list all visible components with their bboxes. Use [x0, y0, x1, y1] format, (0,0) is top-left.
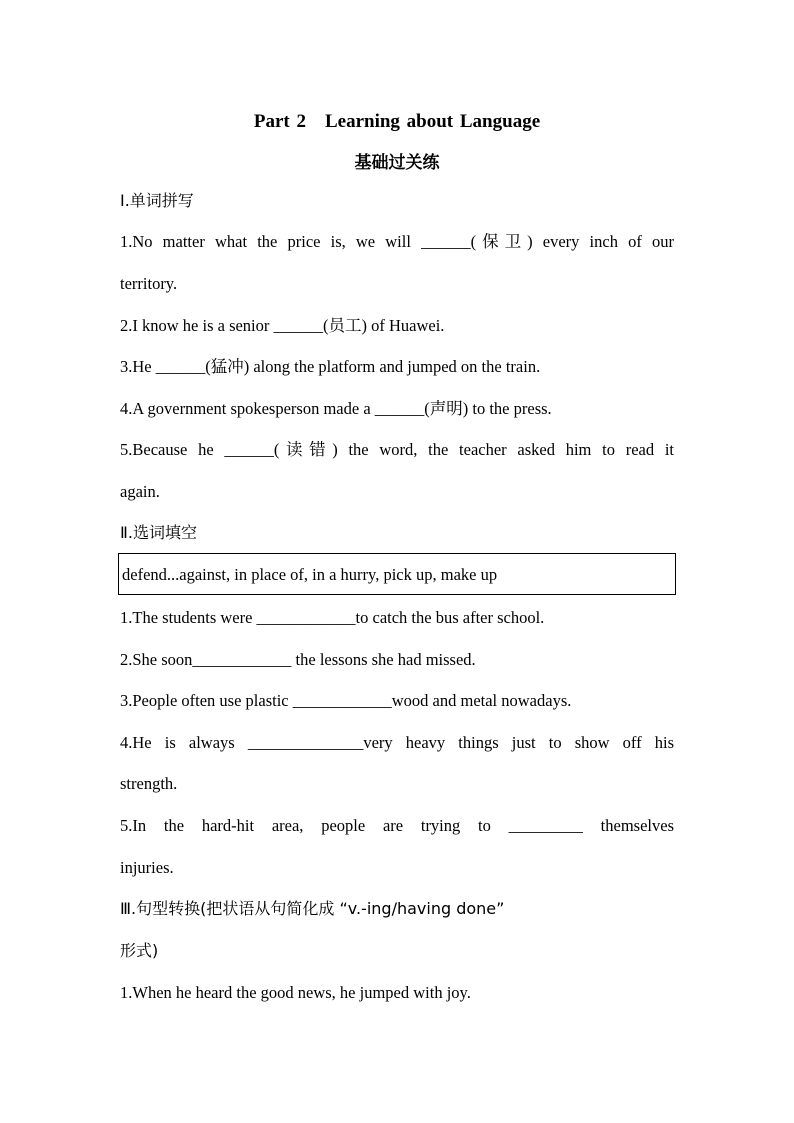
fill-question-5: 5.In the hard-hit area, people are trying to _________ themselves [120, 816, 674, 835]
fill-question-3: 3.People often use plastic ____________wood and metal nowadays. [120, 691, 572, 710]
section-heading-sentence-transform: Ⅲ.句型转换(把状语从句简化成 “v.-ing/having done” [120, 899, 505, 918]
page-title: Part 2 Learning about Language [253, 111, 541, 132]
spelling-question-1: 1.No matter what the price is, we will ______(保卫) every inch of our [120, 232, 674, 251]
fill-question-5-cont: injuries. [120, 858, 174, 877]
fill-question-4: 4.He is always ______________very heavy things just to show off his [120, 733, 674, 752]
section-heading-spelling: Ⅰ.单词拼写 [120, 191, 194, 210]
page-subtitle: 基础过关练 [354, 153, 440, 173]
section-heading-sentence-transform-cont: 形式) [120, 941, 159, 960]
spelling-question-4: 4.A government spokesperson made a ______(声明) to the press. [120, 399, 552, 418]
spelling-question-3: 3.He ______(猛冲) along the platform and jumped on the train. [120, 357, 541, 376]
spelling-question-5-cont: again. [120, 482, 160, 501]
spelling-question-2: 2.I know he is a senior ______(员工) of Huawei. [120, 316, 445, 335]
word-bank-box [118, 553, 676, 595]
word-bank-text: defend...against, in place of, in a hurry, pick up, make up [122, 565, 498, 584]
section-heading-word-choice: Ⅱ.选词填空 [120, 523, 197, 542]
spelling-question-5: 5.Because he ______(读错) the word, the teacher asked him to read it [120, 440, 674, 459]
spelling-question-1-cont: territory. [120, 274, 178, 293]
fill-question-4-cont: strength. [120, 774, 178, 793]
fill-question-2: 2.She soon____________ the lessons she had missed. [120, 650, 476, 669]
fill-question-1: 1.The students were ____________to catch the bus after school. [120, 608, 545, 627]
transform-question-1: 1.When he heard the good news, he jumped with joy. [120, 983, 471, 1002]
